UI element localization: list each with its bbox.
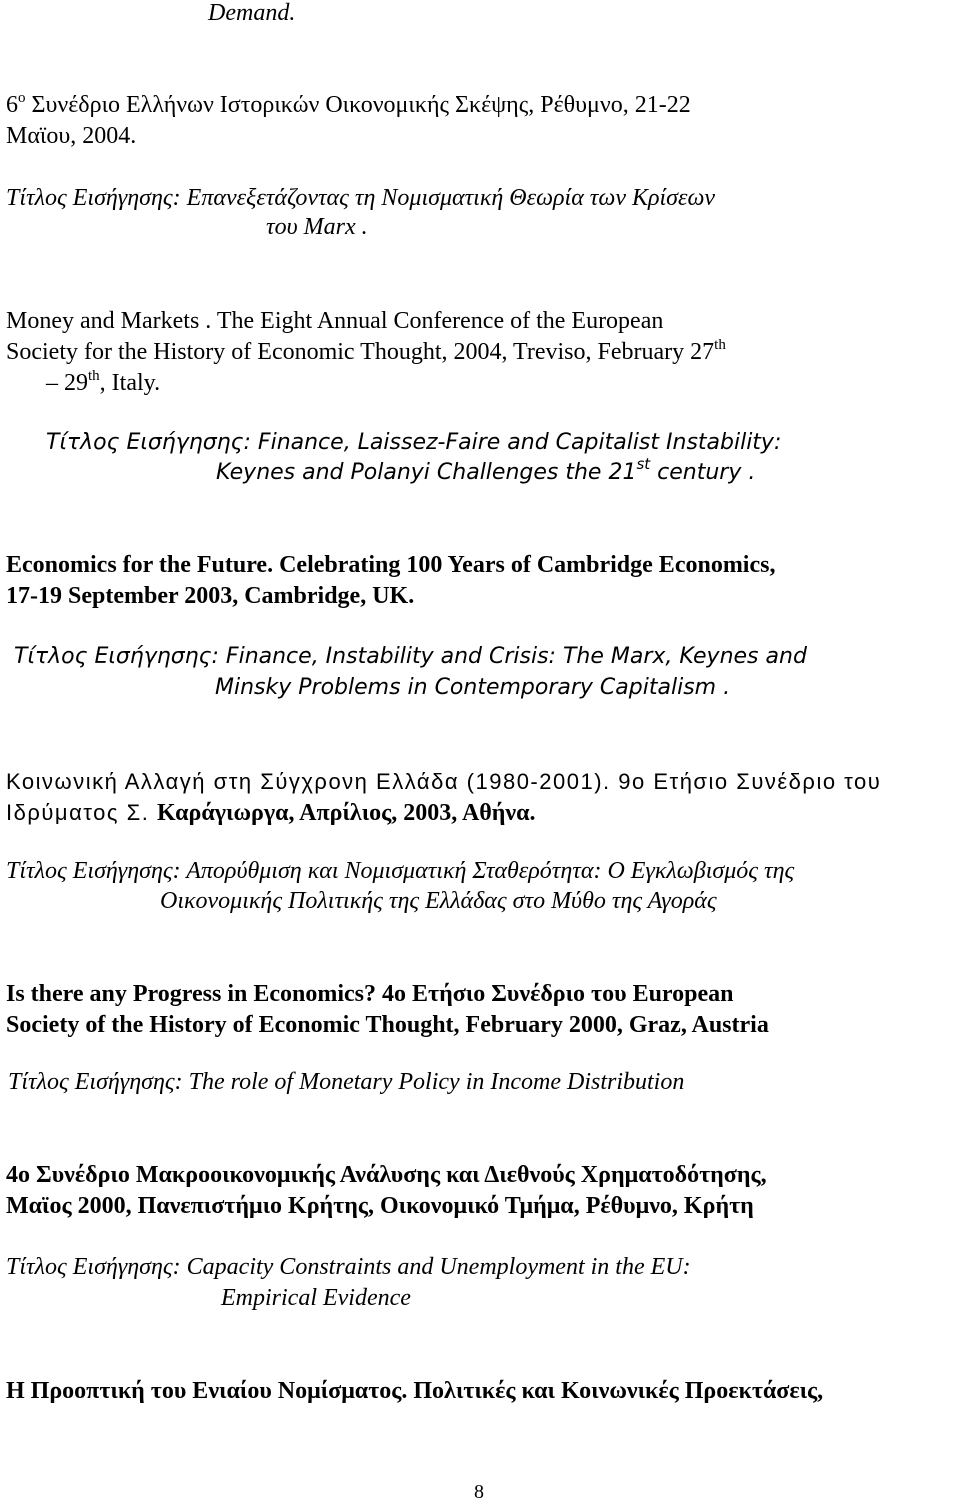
conference-title-line	[6, 90, 691, 120]
conference-location: Society for the History of Economic Thought, 2004, Treviso, February 27	[6, 339, 715, 365]
conference-title-line: Money and Markets . The Eight Annual Conference of the European	[6, 308, 664, 334]
conference-title-line: Economics for the Future. Celebrating 100 Years of Cambridge Economics,	[6, 552, 776, 578]
paper-title-line: Empirical Evidence	[221, 1285, 411, 1311]
conference-title-line: Is there any Progress in Economics? 4ο Ετήσιο Συνέδριο του European	[6, 981, 734, 1007]
date-superscript: th	[714, 337, 726, 353]
paper-title-line	[6, 1252, 691, 1282]
conference-title-line	[6, 798, 536, 828]
paper-title-line: Minsky Problems in Contemporary Capitalism .	[215, 675, 731, 700]
paper-label: Τίτλος Εισήγησης:	[6, 185, 181, 211]
ordinal-superscript: ο	[18, 90, 26, 106]
conference-title-line: Μαϊου, 2004.	[6, 123, 137, 149]
page-number: 8	[474, 1481, 484, 1503]
ordinal-superscript: st	[636, 455, 651, 473]
conference-title-line	[6, 337, 726, 367]
conference-number: 9ο Ετήσιο Συνέδριο του	[618, 769, 882, 794]
conference-title-line: 17-19 September 2003, Cambridge, UK.	[6, 583, 415, 609]
conference-date: – 29	[46, 370, 88, 396]
conference-date: Καράγιωργα, Απρίλιος, 2003, Αθήνα.	[156, 800, 536, 826]
conference-title-line: Μαϊος 2000, Πανεπιστήμιο Κρήτης, Οικονομικό Τμήμα, Ρέθυμνο, Κρήτη	[6, 1193, 754, 1219]
paper-title: Επανεξετάζοντας τη Νομισματική Θεωρία των Κρίσεων	[186, 185, 716, 211]
paper-title-line	[14, 642, 807, 672]
paper-label: Τίτλος Εισήγησης:	[6, 1254, 181, 1280]
conference-number: 6	[6, 92, 18, 118]
paper-title-line	[6, 183, 715, 213]
paper-title-line: Οικονομικής Πολιτικής της Ελλάδας στο Μύθο της Αγοράς	[160, 888, 717, 914]
prev-entry-tail: Demand.	[208, 0, 296, 26]
paper-label: Τίτλος Εισήγησης:	[14, 644, 219, 669]
date-superscript: th	[88, 368, 100, 384]
paper-title-line	[6, 856, 794, 886]
conference-title-line: 4ο Συνέδριο Μακροοικονομικής Ανάλυσης και Διεθνούς Χρηματοδότησης,	[6, 1162, 767, 1188]
foundation-name: Ιδρύματος Σ.	[6, 800, 157, 825]
conference-title-line	[46, 368, 160, 398]
paper-title-line	[8, 1067, 684, 1097]
paper-title-line: του Marx .	[266, 214, 368, 240]
paper-title: Capacity Constraints and Unemployment in the EU:	[186, 1254, 691, 1280]
paper-title: The role of Monetary Policy in Income Distribution	[188, 1069, 685, 1095]
paper-title: Finance, Instability and Crisis: The Marx, Keynes and	[225, 644, 807, 669]
conference-name: Συνέδριο Ελλήνων Ιστορικών Οικονομικής Σκέψης, Ρέθυμνο, 21-22	[25, 92, 691, 118]
paper-title: Απορύθμιση και Νομισματική Σταθερότητα: Ο Εγκλωβισμός της	[186, 858, 795, 884]
paper-title: century .	[650, 460, 756, 485]
paper-label: Τίτλος Εισήγησης:	[6, 858, 181, 884]
conference-title-line	[6, 767, 881, 797]
paper-title: Finance, Laissez-Faire and Capitalist Instability:	[257, 430, 782, 455]
conference-name: Κοινωνική Αλλαγή στη Σύγχρονη Ελλάδα (1980-2001).	[6, 769, 619, 794]
conference-title-line: Society of the History of Economic Thought, February 2000, Graz, Austria	[6, 1012, 769, 1038]
paper-title-line	[216, 455, 756, 488]
paper-title-line	[46, 428, 781, 458]
paper-label: Τίτλος Εισήγησης:	[46, 430, 251, 455]
conference-title-line: Η Προοπτική του Ενιαίου Νομίσματος. Πολιτικές και Κοινωνικές Προεκτάσεις,	[6, 1378, 824, 1404]
paper-label: Τίτλος Εισήγησης:	[8, 1069, 183, 1095]
paper-title: Keynes and Polanyi Challenges the 21	[216, 460, 637, 485]
conference-country: , Italy.	[99, 370, 161, 396]
